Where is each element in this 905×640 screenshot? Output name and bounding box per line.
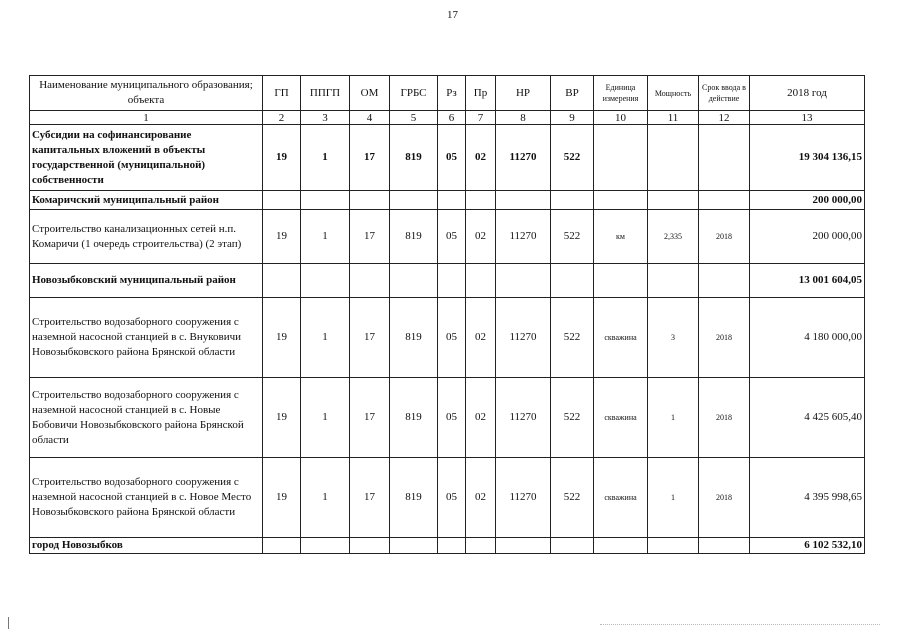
grbs-cell	[390, 538, 438, 554]
column-number: 1	[30, 111, 263, 125]
gp-cell: 19	[263, 298, 301, 378]
object-name-cell: Субсидии на софинансирование капитальных вложений в объекты государственной (муниципальной) собственности	[30, 125, 263, 191]
column-number: 11	[648, 111, 699, 125]
header-cell: ОМ	[350, 76, 390, 111]
unit-cell	[594, 264, 648, 298]
header-cell: Единица измерения	[594, 76, 648, 111]
column-number: 13	[750, 111, 865, 125]
grbs-cell: 819	[390, 298, 438, 378]
gp-cell	[263, 538, 301, 554]
power-cell	[648, 125, 699, 191]
om-cell: 17	[350, 125, 390, 191]
vr-cell	[551, 191, 594, 210]
pr-cell: 02	[466, 378, 496, 458]
nr-cell: 11270	[496, 298, 551, 378]
column-number: 9	[551, 111, 594, 125]
amount-cell: 200 000,00	[750, 191, 865, 210]
object-name-cell: Комаричский муниципальный район	[30, 191, 263, 210]
pr-cell: 02	[466, 458, 496, 538]
pr-cell	[466, 264, 496, 298]
nr-cell: 11270	[496, 125, 551, 191]
grbs-cell	[390, 191, 438, 210]
unit-cell	[594, 125, 648, 191]
object-name-cell: Строительство водозаборного сооружения с наземной насосной станцией в с. Внуковичи Новозыбковского района Брянской области	[30, 298, 263, 378]
gp-cell	[263, 191, 301, 210]
year-cell	[699, 125, 750, 191]
power-cell: 1	[648, 458, 699, 538]
scan-dotted-line	[600, 624, 880, 627]
power-cell: 3	[648, 298, 699, 378]
column-number: 3	[301, 111, 350, 125]
om-cell: 17	[350, 378, 390, 458]
ppgp-cell: 1	[301, 458, 350, 538]
column-number: 8	[496, 111, 551, 125]
vr-cell: 522	[551, 298, 594, 378]
gp-cell	[263, 264, 301, 298]
table-row	[30, 298, 865, 378]
header-cell: НР	[496, 76, 551, 111]
object-name-cell: Новозыбковский муниципальный район	[30, 264, 263, 298]
amount-cell: 13 001 604,05	[750, 264, 865, 298]
unit-cell	[594, 191, 648, 210]
table-row	[30, 125, 865, 191]
table-row	[30, 458, 865, 538]
nr-cell	[496, 264, 551, 298]
header-cell: Наименование муниципального образования; объекта	[30, 76, 263, 111]
grbs-cell: 819	[390, 378, 438, 458]
om-cell: 17	[350, 210, 390, 264]
year-cell: 2018	[699, 458, 750, 538]
vr-cell: 522	[551, 125, 594, 191]
gp-cell: 19	[263, 458, 301, 538]
nr-cell	[496, 538, 551, 554]
header-cell: Срок ввода в действие	[699, 76, 750, 111]
year-cell: 2018	[699, 378, 750, 458]
ppgp-cell	[301, 264, 350, 298]
rz-cell	[438, 264, 466, 298]
column-number: 10	[594, 111, 648, 125]
unit-cell	[594, 538, 648, 554]
header-cell: Мощность	[648, 76, 699, 111]
object-name-cell: Строительство водозаборного сооружения с наземной насосной станцией в с. Новые Бобовичи Новозыбковского района Брянской области	[30, 378, 263, 458]
ppgp-cell: 1	[301, 298, 350, 378]
ppgp-cell	[301, 538, 350, 554]
gp-cell: 19	[263, 378, 301, 458]
om-cell	[350, 264, 390, 298]
rz-cell: 05	[438, 458, 466, 538]
grbs-cell	[390, 264, 438, 298]
year-cell: 2018	[699, 210, 750, 264]
vr-cell	[551, 538, 594, 554]
header-cell: ВР	[551, 76, 594, 111]
header-cell: ГРБС	[390, 76, 438, 111]
power-cell: 1	[648, 378, 699, 458]
amount-cell: 4 180 000,00	[750, 298, 865, 378]
nr-cell: 11270	[496, 210, 551, 264]
column-number: 7	[466, 111, 496, 125]
table-row	[30, 210, 865, 264]
header-cell: Пр	[466, 76, 496, 111]
rz-cell: 05	[438, 210, 466, 264]
nr-cell	[496, 191, 551, 210]
page-number: 17	[447, 9, 458, 21]
om-cell	[350, 191, 390, 210]
vr-cell	[551, 264, 594, 298]
column-number-row	[30, 111, 865, 125]
rz-cell	[438, 538, 466, 554]
unit-cell: скважина	[594, 378, 648, 458]
grbs-cell: 819	[390, 458, 438, 538]
amount-cell: 4 425 605,40	[750, 378, 865, 458]
vr-cell: 522	[551, 458, 594, 538]
column-number: 5	[390, 111, 438, 125]
header-cell: ППГП	[301, 76, 350, 111]
nr-cell: 11270	[496, 458, 551, 538]
ppgp-cell: 1	[301, 125, 350, 191]
amount-cell: 4 395 998,65	[750, 458, 865, 538]
amount-cell: 200 000,00	[750, 210, 865, 264]
om-cell: 17	[350, 298, 390, 378]
unit-cell: км	[594, 210, 648, 264]
om-cell	[350, 538, 390, 554]
power-cell	[648, 538, 699, 554]
pr-cell: 02	[466, 298, 496, 378]
om-cell: 17	[350, 458, 390, 538]
rz-cell: 05	[438, 298, 466, 378]
grbs-cell: 819	[390, 210, 438, 264]
table-row	[30, 191, 865, 210]
object-name-cell: Строительство водозаборного сооружения с наземной насосной станцией в с. Новое Место Новозыбковского района Брянской области	[30, 458, 263, 538]
header-cell: Рз	[438, 76, 466, 111]
table-row	[30, 264, 865, 298]
ppgp-cell	[301, 191, 350, 210]
gp-cell: 19	[263, 125, 301, 191]
table-row	[30, 378, 865, 458]
year-cell	[699, 264, 750, 298]
grbs-cell: 819	[390, 125, 438, 191]
table-row	[30, 538, 865, 554]
power-cell	[648, 264, 699, 298]
object-name-cell: город Новозыбков	[30, 538, 263, 554]
header-row	[30, 76, 865, 111]
column-number: 12	[699, 111, 750, 125]
vr-cell: 522	[551, 378, 594, 458]
pr-cell	[466, 538, 496, 554]
pr-cell	[466, 191, 496, 210]
nr-cell: 11270	[496, 378, 551, 458]
pr-cell: 02	[466, 125, 496, 191]
year-cell	[699, 538, 750, 554]
header-cell: ГП	[263, 76, 301, 111]
budget-table	[29, 75, 865, 554]
year-cell: 2018	[699, 298, 750, 378]
object-name-cell: Строительство канализационных сетей н.п. Комаричи (1 очередь строительства) (2 этап)	[30, 210, 263, 264]
unit-cell: скважина	[594, 458, 648, 538]
ppgp-cell: 1	[301, 378, 350, 458]
amount-cell: 6 102 532,10	[750, 538, 865, 554]
column-number: 2	[263, 111, 301, 125]
pr-cell: 02	[466, 210, 496, 264]
column-number: 6	[438, 111, 466, 125]
amount-cell: 19 304 136,15	[750, 125, 865, 191]
rz-cell: 05	[438, 125, 466, 191]
year-cell	[699, 191, 750, 210]
rz-cell: 05	[438, 378, 466, 458]
power-cell: 2,335	[648, 210, 699, 264]
gp-cell: 19	[263, 210, 301, 264]
column-number: 4	[350, 111, 390, 125]
rz-cell	[438, 191, 466, 210]
header-cell: 2018 год	[750, 76, 865, 111]
vr-cell: 522	[551, 210, 594, 264]
power-cell	[648, 191, 699, 210]
ppgp-cell: 1	[301, 210, 350, 264]
unit-cell: скважина	[594, 298, 648, 378]
scan-edge-mark	[8, 617, 9, 629]
